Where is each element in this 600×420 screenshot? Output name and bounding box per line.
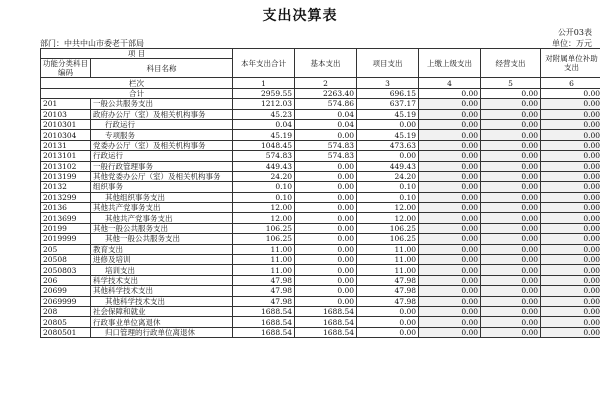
subject-name: 其他共产党事务支出 xyxy=(91,203,233,213)
amount-cell: 0.00 xyxy=(481,192,541,202)
amount-cell: 0.00 xyxy=(541,244,600,254)
subject-name: 社会保障和就业 xyxy=(91,306,233,316)
amount-cell: 0.00 xyxy=(541,203,600,213)
table-row xyxy=(41,317,600,327)
amount-cell: 0.00 xyxy=(419,223,481,233)
subject-name: 进修及培训 xyxy=(91,255,233,265)
amount-cell: 0.00 xyxy=(419,286,481,296)
amount-cell: 0.00 xyxy=(419,109,481,119)
project-header: 项 目 xyxy=(41,49,233,59)
amount-cell: 0.04 xyxy=(233,119,295,129)
amount-cell: 0.00 xyxy=(481,317,541,327)
amount-cell: 0.00 xyxy=(481,213,541,223)
amount-cell: 1688.54 xyxy=(295,317,357,327)
amount-cell: 0.00 xyxy=(481,306,541,316)
amount-cell: 24.20 xyxy=(233,171,295,181)
col-header-business: 经营支出 xyxy=(481,49,541,78)
col-header-upper: 上缴上级支出 xyxy=(419,49,481,78)
table-row xyxy=(41,223,600,233)
amount-cell: 574.83 xyxy=(295,140,357,150)
total-row xyxy=(41,88,600,98)
subject-name: 其他科学技术支出 xyxy=(91,286,233,296)
name-header: 科目名称 xyxy=(91,59,233,78)
table-row xyxy=(41,140,600,150)
amount-cell: 11.00 xyxy=(233,255,295,265)
amount-cell: 0.00 xyxy=(419,213,481,223)
subject-name: 组织事务 xyxy=(91,182,233,192)
table-row xyxy=(41,244,600,254)
department-label: 部门：中共中山市委老干部局 xyxy=(40,39,144,48)
amount-cell: 0.00 xyxy=(481,203,541,213)
subject-name: 其他党委办公厅（室）及相关机构事务 xyxy=(91,171,233,181)
subject-name: 行政运行 xyxy=(91,151,233,161)
amount-cell: 0.00 xyxy=(295,130,357,140)
total-cell: 0.00 xyxy=(541,88,600,98)
subject-code: 20103 xyxy=(41,109,91,119)
amount-cell: 0.00 xyxy=(481,327,541,337)
amount-cell: 0.00 xyxy=(541,151,600,161)
amount-cell: 24.20 xyxy=(357,171,419,181)
subject-name: 行政事业单位离退休 xyxy=(91,317,233,327)
amount-cell: 0.00 xyxy=(357,327,419,337)
table-row xyxy=(41,255,600,265)
amount-cell: 0.00 xyxy=(481,182,541,192)
total-cell: 0.00 xyxy=(481,88,541,98)
col-header-subsidy: 对附属单位补助支出 xyxy=(541,49,600,78)
amount-cell: 0.00 xyxy=(481,140,541,150)
amount-cell: 0.00 xyxy=(541,161,600,171)
total-cell: 2959.55 xyxy=(233,88,295,98)
amount-cell: 0.00 xyxy=(295,234,357,244)
amount-cell: 106.25 xyxy=(357,234,419,244)
amount-cell: 0.00 xyxy=(419,203,481,213)
table-row xyxy=(41,203,600,213)
subject-code: 2013299 xyxy=(41,192,91,202)
amount-cell: 1688.54 xyxy=(233,327,295,337)
amount-cell: 1048.45 xyxy=(233,140,295,150)
amount-cell: 0.00 xyxy=(295,255,357,265)
table-row xyxy=(41,213,600,223)
subject-code: 20508 xyxy=(41,255,91,265)
subject-name: 党委办公厅（室）及相关机构事务 xyxy=(91,140,233,150)
amount-cell: 0.00 xyxy=(481,171,541,181)
amount-cell: 0.00 xyxy=(481,119,541,129)
subject-code: 2013101 xyxy=(41,151,91,161)
amount-cell: 12.00 xyxy=(233,213,295,223)
amount-cell: 0.04 xyxy=(295,119,357,129)
amount-cell: 0.00 xyxy=(295,265,357,275)
amount-cell: 473.63 xyxy=(357,140,419,150)
amount-cell: 0.00 xyxy=(541,192,600,202)
subject-code: 20136 xyxy=(41,203,91,213)
amount-cell: 0.00 xyxy=(481,286,541,296)
form-code: 公开03表 xyxy=(557,28,592,37)
amount-cell: 1688.54 xyxy=(233,306,295,316)
amount-cell: 0.00 xyxy=(541,223,600,233)
amount-cell: 0.00 xyxy=(295,203,357,213)
amount-cell: 0.00 xyxy=(419,255,481,265)
subject-name: 一般公共服务支出 xyxy=(91,99,233,109)
amount-cell: 0.00 xyxy=(481,161,541,171)
amount-cell: 0.00 xyxy=(295,182,357,192)
amount-cell: 0.04 xyxy=(295,109,357,119)
subject-code: 2013199 xyxy=(41,171,91,181)
table-row xyxy=(41,182,600,192)
table-row xyxy=(41,171,600,181)
subject-code: 2013102 xyxy=(41,161,91,171)
subject-name: 专项服务 xyxy=(91,130,233,140)
table-row xyxy=(41,275,600,285)
subject-name: 其他共产党事务支出 xyxy=(91,213,233,223)
table-row xyxy=(41,306,600,316)
expenditure-table xyxy=(40,48,600,338)
table-row xyxy=(41,286,600,296)
amount-cell: 0.00 xyxy=(419,130,481,140)
amount-cell: 0.10 xyxy=(357,182,419,192)
amount-cell: 0.00 xyxy=(541,296,600,306)
col-header-basic: 基本支出 xyxy=(295,49,357,78)
subject-code: 208 xyxy=(41,306,91,316)
amount-cell: 0.00 xyxy=(541,317,600,327)
amount-cell: 0.00 xyxy=(481,109,541,119)
table-row xyxy=(41,109,600,119)
amount-cell: 0.00 xyxy=(541,327,600,337)
amount-cell: 0.00 xyxy=(295,244,357,254)
amount-cell: 574.83 xyxy=(233,151,295,161)
amount-cell: 0.00 xyxy=(419,192,481,202)
subject-code: 2050803 xyxy=(41,265,91,275)
subject-name: 培训支出 xyxy=(91,265,233,275)
amount-cell: 11.00 xyxy=(357,265,419,275)
subject-name: 政府办公厅（室）及相关机构事务 xyxy=(91,109,233,119)
amount-cell: 0.00 xyxy=(481,275,541,285)
amount-cell: 0.00 xyxy=(419,234,481,244)
amount-cell: 0.00 xyxy=(419,171,481,181)
amount-cell: 0.00 xyxy=(295,213,357,223)
amount-cell: 0.10 xyxy=(357,192,419,202)
amount-cell: 45.19 xyxy=(233,130,295,140)
subject-name: 归口管理的行政单位离退休 xyxy=(91,327,233,337)
amount-cell: 0.00 xyxy=(541,286,600,296)
amount-cell: 47.98 xyxy=(233,275,295,285)
subject-name: 其他一般公共服务支出 xyxy=(91,223,233,233)
amount-cell: 0.00 xyxy=(481,244,541,254)
amount-cell: 0.00 xyxy=(295,286,357,296)
table-row xyxy=(41,327,600,337)
col-number: 4 xyxy=(419,78,481,88)
subject-name: 科学技术支出 xyxy=(91,275,233,285)
col-header-project: 项目支出 xyxy=(357,49,419,78)
amount-cell: 11.00 xyxy=(357,244,419,254)
amount-cell: 106.25 xyxy=(233,234,295,244)
amount-cell: 0.00 xyxy=(541,265,600,275)
amount-cell: 0.00 xyxy=(295,171,357,181)
amount-cell: 0.00 xyxy=(541,255,600,265)
code-header: 功能分类科目编码 xyxy=(41,59,91,78)
amount-cell: 11.00 xyxy=(233,244,295,254)
amount-cell: 0.00 xyxy=(357,317,419,327)
amount-cell: 0.00 xyxy=(357,119,419,129)
amount-cell: 11.00 xyxy=(357,255,419,265)
amount-cell: 0.00 xyxy=(541,213,600,223)
table-row xyxy=(41,192,600,202)
amount-cell: 0.00 xyxy=(481,265,541,275)
amount-cell: 0.00 xyxy=(295,275,357,285)
amount-cell: 0.00 xyxy=(419,275,481,285)
amount-cell: 0.00 xyxy=(419,151,481,161)
amount-cell: 0.00 xyxy=(481,223,541,233)
amount-cell: 0.00 xyxy=(419,317,481,327)
amount-cell: 1688.54 xyxy=(295,327,357,337)
total-cell: 0.00 xyxy=(419,88,481,98)
amount-cell: 0.00 xyxy=(481,130,541,140)
total-label: 合计 xyxy=(41,88,233,98)
subject-name: 一般行政管理事务 xyxy=(91,161,233,171)
amount-cell: 0.00 xyxy=(419,306,481,316)
amount-cell: 0.00 xyxy=(541,275,600,285)
unit-label: 单位：万元 xyxy=(552,39,592,48)
lanci-label: 栏次 xyxy=(41,78,233,88)
subject-code: 20131 xyxy=(41,140,91,150)
col-number: 1 xyxy=(233,78,295,88)
amount-cell: 0.10 xyxy=(233,192,295,202)
amount-cell: 449.43 xyxy=(233,161,295,171)
table-row xyxy=(41,119,600,129)
amount-cell: 1688.54 xyxy=(295,306,357,316)
amount-cell: 0.00 xyxy=(541,234,600,244)
header-row-project xyxy=(41,49,600,59)
amount-cell: 0.00 xyxy=(481,151,541,161)
amount-cell: 0.00 xyxy=(541,182,600,192)
amount-cell: 574.83 xyxy=(295,151,357,161)
amount-cell: 45.19 xyxy=(357,109,419,119)
amount-cell: 0.00 xyxy=(419,265,481,275)
total-cell: 2263.40 xyxy=(295,88,357,98)
table-row xyxy=(41,265,600,275)
amount-cell: 0.00 xyxy=(419,244,481,254)
subject-code: 2010304 xyxy=(41,130,91,140)
amount-cell: 0.00 xyxy=(419,140,481,150)
amount-cell: 106.25 xyxy=(357,223,419,233)
table-row xyxy=(41,130,600,140)
amount-cell: 0.00 xyxy=(481,99,541,109)
subject-code: 2010301 xyxy=(41,119,91,129)
amount-cell: 1688.54 xyxy=(233,317,295,327)
amount-cell: 0.00 xyxy=(357,151,419,161)
amount-cell: 47.98 xyxy=(357,275,419,285)
col-number: 2 xyxy=(295,78,357,88)
amount-cell: 0.10 xyxy=(233,182,295,192)
table-row xyxy=(41,99,600,109)
amount-cell: 0.00 xyxy=(481,234,541,244)
amount-cell: 574.86 xyxy=(295,99,357,109)
amount-cell: 12.00 xyxy=(357,213,419,223)
amount-cell: 1212.03 xyxy=(233,99,295,109)
amount-cell: 106.25 xyxy=(233,223,295,233)
amount-cell: 0.00 xyxy=(541,109,600,119)
amount-cell: 11.00 xyxy=(233,265,295,275)
amount-cell: 0.00 xyxy=(419,327,481,337)
amount-cell: 0.00 xyxy=(357,306,419,316)
amount-cell: 0.00 xyxy=(419,119,481,129)
amount-cell: 0.00 xyxy=(541,130,600,140)
subject-code: 2013699 xyxy=(41,213,91,223)
total-cell: 696.15 xyxy=(357,88,419,98)
table-row xyxy=(41,234,600,244)
amount-cell: 0.00 xyxy=(481,296,541,306)
report-title: 支出决算表 xyxy=(262,8,338,24)
amount-cell: 637.17 xyxy=(357,99,419,109)
col-number: 6 xyxy=(541,78,600,88)
subject-code: 20132 xyxy=(41,182,91,192)
amount-cell: 47.98 xyxy=(233,286,295,296)
amount-cell: 47.98 xyxy=(357,286,419,296)
amount-cell: 0.00 xyxy=(419,99,481,109)
amount-cell: 0.00 xyxy=(541,99,600,109)
amount-cell: 12.00 xyxy=(357,203,419,213)
amount-cell: 0.00 xyxy=(419,161,481,171)
amount-cell: 12.00 xyxy=(233,203,295,213)
subject-code: 205 xyxy=(41,244,91,254)
amount-cell: 0.00 xyxy=(295,192,357,202)
col-header-total: 本年支出合计 xyxy=(233,49,295,78)
col-number: 5 xyxy=(481,78,541,88)
amount-cell: 47.98 xyxy=(357,296,419,306)
subject-name: 教育支出 xyxy=(91,244,233,254)
amount-cell: 0.00 xyxy=(419,182,481,192)
amount-cell: 45.19 xyxy=(357,130,419,140)
subject-code: 20805 xyxy=(41,317,91,327)
amount-cell: 0.00 xyxy=(481,255,541,265)
amount-cell: 0.00 xyxy=(541,171,600,181)
amount-cell: 45.23 xyxy=(233,109,295,119)
amount-cell: 0.00 xyxy=(295,161,357,171)
amount-cell: 0.00 xyxy=(295,296,357,306)
subject-name: 其他组织事务支出 xyxy=(91,192,233,202)
amount-cell: 0.00 xyxy=(541,306,600,316)
lanci-row xyxy=(41,78,600,88)
col-number: 3 xyxy=(357,78,419,88)
subject-code: 206 xyxy=(41,275,91,285)
subject-name: 其他一般公共服务支出 xyxy=(91,234,233,244)
amount-cell: 47.98 xyxy=(233,296,295,306)
table-row xyxy=(41,151,600,161)
table-row xyxy=(41,296,600,306)
subject-code: 201 xyxy=(41,99,91,109)
subject-code: 2019999 xyxy=(41,234,91,244)
amount-cell: 0.00 xyxy=(419,296,481,306)
amount-cell: 0.00 xyxy=(295,223,357,233)
subject-code: 20699 xyxy=(41,286,91,296)
subject-name: 行政运行 xyxy=(91,119,233,129)
subject-code: 2080501 xyxy=(41,327,91,337)
table-row xyxy=(41,161,600,171)
subject-code: 2069999 xyxy=(41,296,91,306)
amount-cell: 0.00 xyxy=(541,140,600,150)
amount-cell: 0.00 xyxy=(541,119,600,129)
amount-cell: 449.43 xyxy=(357,161,419,171)
subject-name: 其他科学技术支出 xyxy=(91,296,233,306)
subject-code: 20199 xyxy=(41,223,91,233)
